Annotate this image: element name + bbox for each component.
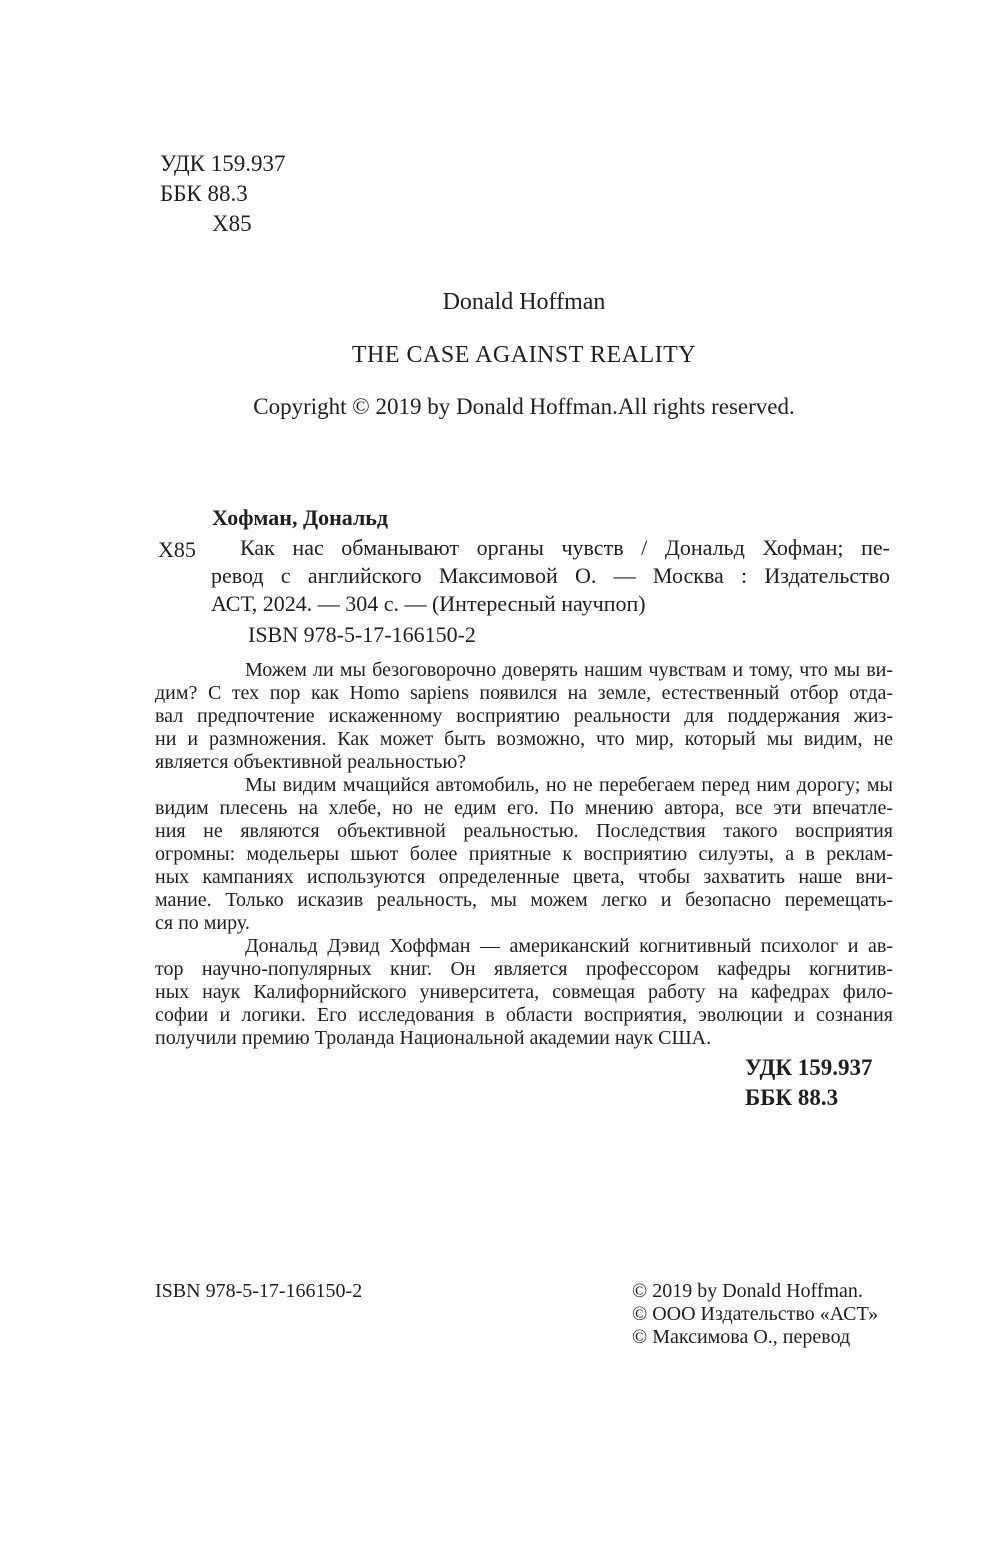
catalog-record-line: АСТ, 2024. — 304 с. — (Интересный научпоп) [211, 591, 646, 616]
annotation-block [155, 659, 893, 1050]
catalog-author-sign-code: Х85 [158, 537, 196, 562]
annotation-line: тор научно-популярных книг. Он является профессором кафедры когнитив- [155, 958, 893, 980]
top-classification-block [160, 149, 286, 239]
bottom-classification-block [745, 1053, 873, 1113]
annotation-line: ния не являются объективной реальностью. Последствия такого восприятия [155, 820, 893, 842]
udc-code: УДК 159.937 [160, 151, 286, 176]
annotation-line: ни и размножения. Как может быть возможно, что мир, который мы видим, не [155, 728, 893, 750]
annotation-line: вал предпочтение искаженному восприятию реальности для поддержания жиз- [155, 705, 893, 727]
annotation-line: видим плесень на хлебе, но не едим его. По мнению автора, все эти впечатле- [155, 797, 893, 819]
annotation-paragraph [155, 935, 893, 1050]
footer-isbn: ISBN 978-5-17-166150-2 [155, 1280, 363, 1302]
footer-copyright-block [632, 1280, 878, 1349]
annotation-line: дим? С тех пор как Homo sapiens появился на земле, естественный отбор отда- [155, 682, 893, 704]
annotation-line: огромны: модельеры шьют более приятные к восприятию силуэты, а в реклам- [155, 843, 893, 865]
annotation-line: ных кампаниях используются определенные цвета, чтобы захватить наше вни- [155, 866, 893, 888]
catalog-record-line: ревод с английского Максимовой О. — Москва : Издательство [211, 563, 890, 588]
annotation-line: получили премию Троланда Национальной академии наук США. [155, 1027, 712, 1049]
author-sign-code: Х85 [212, 211, 252, 236]
annotation-paragraph [155, 659, 893, 774]
original-title: THE CASE AGAINST REALITY [351, 342, 697, 368]
catalog-record-line: Как нас обманывают органы чувств / Дональд Хофман; пе- [240, 535, 890, 560]
copyright-line: © ООО Издательство «АСТ» [632, 1303, 879, 1325]
catalog-author-heading: Хофман, Дональд [212, 505, 389, 530]
copyright-line: © 2019 by Donald Hoffman. [632, 1280, 863, 1302]
original-author: Donald Hoffman [442, 289, 606, 315]
bbk-code-bold: ББК 88.3 [745, 1085, 839, 1110]
annotation-line: Мы видим мчащийся автомобиль, но не перебегаем перед ним дорогу; мы [245, 774, 893, 796]
copyright-line: © Максимова О., перевод [632, 1326, 851, 1348]
annotation-paragraph [155, 774, 893, 935]
annotation-line: мание. Только исказив реальность, мы можем легко и безопасно перемещать- [155, 889, 893, 911]
bbk-code: ББК 88.3 [160, 181, 248, 206]
annotation-line: ся по миру. [155, 912, 250, 934]
annotation-line: Можем ли мы безоговорочно доверять нашим чувствам и тому, что мы ви- [245, 659, 893, 681]
catalog-isbn: ISBN 978-5-17-166150-2 [248, 622, 476, 647]
annotation-line: Дональд Дэвид Хоффман — американский когнитивный психолог и ав- [245, 935, 893, 957]
udc-code-bold: УДК 159.937 [745, 1055, 873, 1080]
catalog-record [211, 534, 890, 618]
annotation-line: софии и логики. Его исследования в области восприятия, эволюции и сознания [155, 1004, 893, 1026]
annotation-line: является объективной реальностью? [155, 751, 467, 773]
annotation-line: ных наук Калифорнийского университета, совмещая работу на кафедрах фило- [155, 981, 893, 1003]
original-copyright-line: Copyright © 2019 by Donald Hoffman.All rights reserved. [253, 394, 795, 419]
